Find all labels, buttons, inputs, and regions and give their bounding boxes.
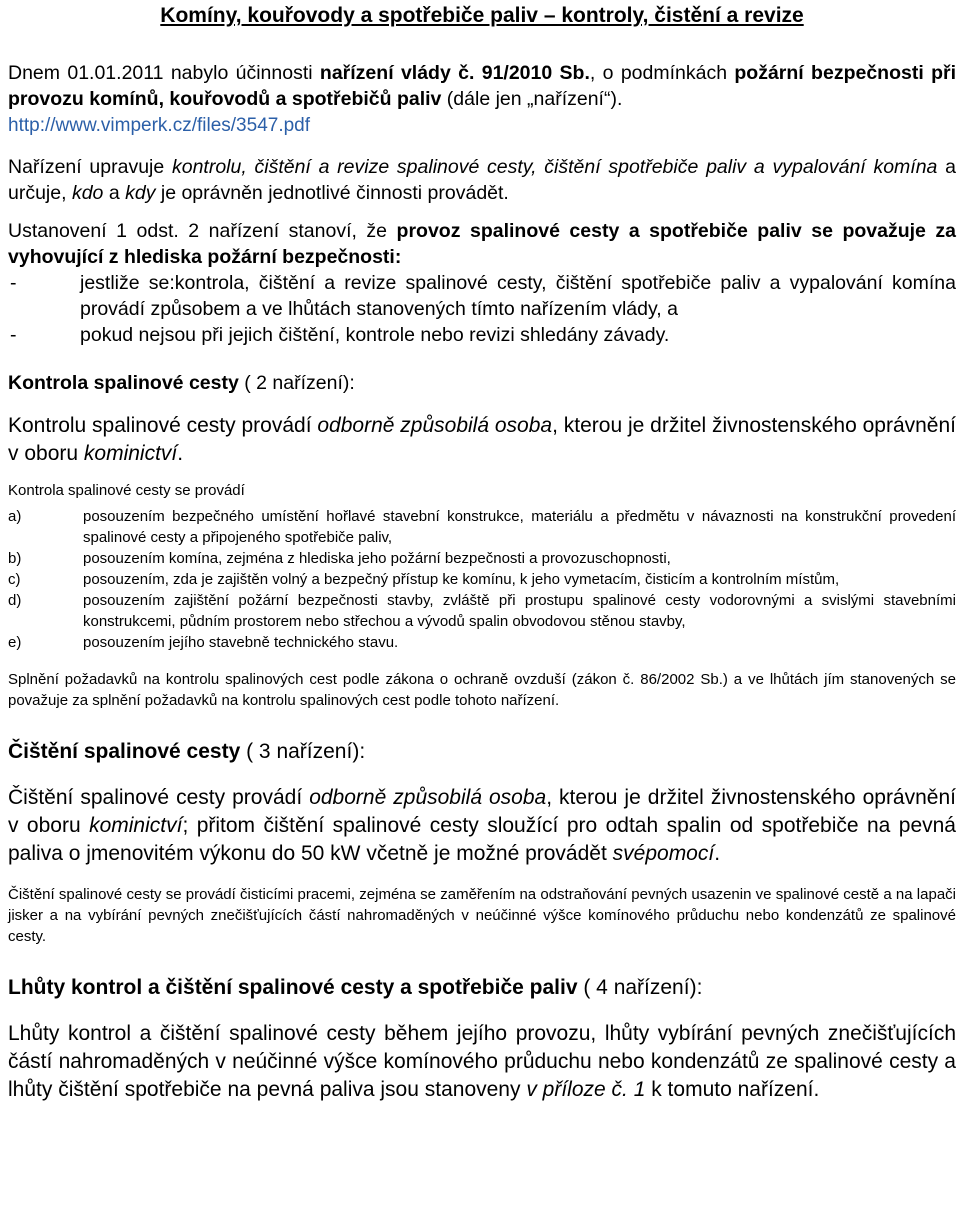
intro-text: (dále jen „nařízení“). xyxy=(441,88,623,110)
inspection-list-intro: Kontrola spalinové cesty se provádí xyxy=(8,482,245,499)
list-item: b) posouzením komína, zejména z hlediska jeho požární bezpečnosti a provozuschopnosti, xyxy=(8,550,671,567)
scope-text: je oprávněn jednotlivé činnosti provádět. xyxy=(155,182,509,204)
intervals-paragraph: Lhůty kontrol a čištění spalinové cesty během jejího provozu, lhůty vybírání pevných znečišťujících částí nahromaděných v neúčinné výšce komínového průduchu nebo kondenzátů ze spalinové cesty a lhůty čištění spotřebiče na pevná paliva jsou stanoveny v příloze č. 1 k tomuto nařízení. xyxy=(8,1022,956,1101)
scope-when: kdy xyxy=(125,182,156,204)
provision-paragraph xyxy=(8,218,956,270)
list-item: e) posouzením jejího stavebně technického stavu. xyxy=(8,634,399,651)
list-item: d) posouzením zajištění požární bezpečnosti stavby, zvláště při prostupu spalinové cesty vodorovnými a svislými stavebními konstrukcemi, půdním prostorem nebo střechou a vývodů spalin obvodovou stěnou stavby, xyxy=(8,592,956,630)
intro-regulation: nařízení vlády č. 91/2010 Sb. xyxy=(319,62,590,84)
document-title: Komíny, kouřovody a spotřebiče paliv – kontroly, čistění a revize xyxy=(160,4,804,27)
inspection-closing: Splnění požadavků na kontrolu spalinových cest podle zákona o ochraně ovzduší (zákon č. 86/2002 Sb.) a ve lhůtách jím stanovených se považuje za splnění požadavků na kontrolu spalinových cest podle tohoto nařízení. xyxy=(8,671,956,709)
list-item: c) posouzením, zda je zajištěn volný a bezpečný přístup ke komínu, k jeho vymetacím, čisticím a kontrolním místům, xyxy=(8,571,840,588)
list-item: a) posouzením bezpečného umístění hořlavé stavební konstrukce, materiálu a předmětu v návaznosti na konstrukční provedení spalinové cesty a připojeného spotřebiče paliv, xyxy=(8,508,956,546)
provision-list xyxy=(8,270,956,348)
cleaning-detail: Čištění spalinové cesty se provádí čisticími pracemi, zejména se zaměřením na odstraňování pevných usazenin ve spalinové cestě a na lapači jisker a na vybírání pevných znečišťujících částí nahromaděných v neúčinné výšce komínového průduchu nebo kondenzátů ze spalinové cesty. xyxy=(8,886,956,945)
scope-who: kdo xyxy=(71,182,104,204)
provision-text: 1 odst. 2 nařízení stanoví, že xyxy=(116,220,397,242)
scope-emphasis: kontrolu, čištění a revize spalinové cesty, čištění spotřebiče paliv a vypalování komína xyxy=(171,156,938,178)
scope-text: a xyxy=(103,182,126,204)
cleaning-heading: Čištění spalinové cesty ( 3 nařízení): xyxy=(8,740,366,763)
provision-condition: provoz spalinové cesty a spotřebiče paliv se považuje za vyhovující z hlediska požární bezpečnosti: xyxy=(8,220,956,268)
list-item: - pokud nejsou při jejich čištění, kontrole nebo revizi shledány závady. xyxy=(10,324,670,346)
document-page xyxy=(8,0,956,1104)
list-item: - jestliže se:kontrola, čištění a revize spalinové cesty, čištění spotřebiče paliv a vypalování komína provádí způsobem a ve lhůtách stanovených tímto nařízením vlády, a xyxy=(10,272,956,320)
source-link[interactable]: http://www.vimperk.cz/files/3547.pdf xyxy=(8,115,311,136)
provision-text: Ustanovení xyxy=(8,220,117,242)
cleaning-paragraph: Čištění spalinové cesty provádí odborně způsobilá osoba, kterou je držitel živnostenského oprávnění v oboru kominictví; přitom čištění spalinové cesty sloužící pro odtah spalin od spotřebiče na pevná paliva o jmenovitém výkonu do 50 kW včetně je možné provádět svépomocí. xyxy=(8,786,956,865)
scope-text: Nařízení upravuje xyxy=(8,156,172,178)
intro-regulation-subject: požární bezpečnosti při provozu komínů, kouřovodů a spotřebičů paliv xyxy=(8,62,956,110)
inspection-paragraph: Kontrolu spalinové cesty provádí odborně způsobilá osoba, kterou je držitel živnostenského oprávnění v oboru kominictví. xyxy=(8,414,956,465)
inspection-heading: Kontrola spalinové cesty ( 2 nařízení): xyxy=(8,372,355,394)
intervals-heading: Lhůty kontrol a čištění spalinové cesty a spotřebiče paliv ( 4 nařízení): xyxy=(8,976,703,999)
intro-text: Dnem 01.01.2011 nabylo účinnosti xyxy=(8,62,320,84)
intro-text: , o podmínkách xyxy=(589,62,735,84)
scope-paragraph xyxy=(8,154,956,206)
intro-paragraph xyxy=(8,60,956,138)
inspection-list xyxy=(8,506,956,653)
scope-text: a určuje, xyxy=(8,156,956,204)
